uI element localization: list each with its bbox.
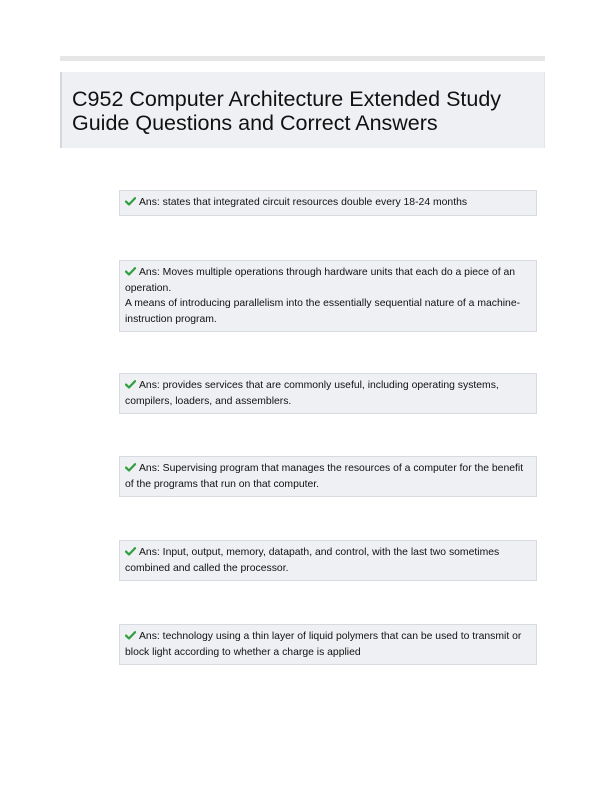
answer-box xyxy=(119,190,537,216)
answer-box xyxy=(119,624,537,665)
answer-text: Ans: states that integrated circuit resources double every 18-24 months xyxy=(139,197,468,208)
answer-text-continued: A means of introducing parallelism into the essentially sequential nature of a machine-instruction program. xyxy=(125,298,521,325)
top-divider xyxy=(60,56,545,61)
answer-box xyxy=(119,540,537,581)
check-icon xyxy=(125,631,136,640)
answer-text: Ans: Supervising program that manages the resources of a computer for the benefit of the programs that run on that computer. xyxy=(125,463,524,490)
page-title: C952 Computer Architecture Extended Study Guide Questions and Correct Answers xyxy=(72,87,502,135)
title-banner xyxy=(60,72,545,148)
answer-text: Ans: technology using a thin layer of liquid polymers that can be used to transmit or block light according to whether a charge is applied xyxy=(125,631,522,658)
check-icon xyxy=(125,267,136,276)
check-icon xyxy=(125,197,136,206)
check-icon xyxy=(125,547,136,556)
answer-box xyxy=(119,456,537,497)
answer-text: Ans: provides services that are commonly useful, including operating systems, compilers, loaders, and assemblers. xyxy=(125,380,499,407)
answer-text: Ans: Input, output, memory, datapath, and control, with the last two sometimes combined and called the processor. xyxy=(125,547,500,574)
check-icon xyxy=(125,380,136,389)
answer-box xyxy=(119,260,537,332)
answer-box xyxy=(119,373,537,414)
answer-text: Ans: Moves multiple operations through hardware units that each do a piece of an operation. xyxy=(125,267,516,294)
check-icon xyxy=(125,463,136,472)
